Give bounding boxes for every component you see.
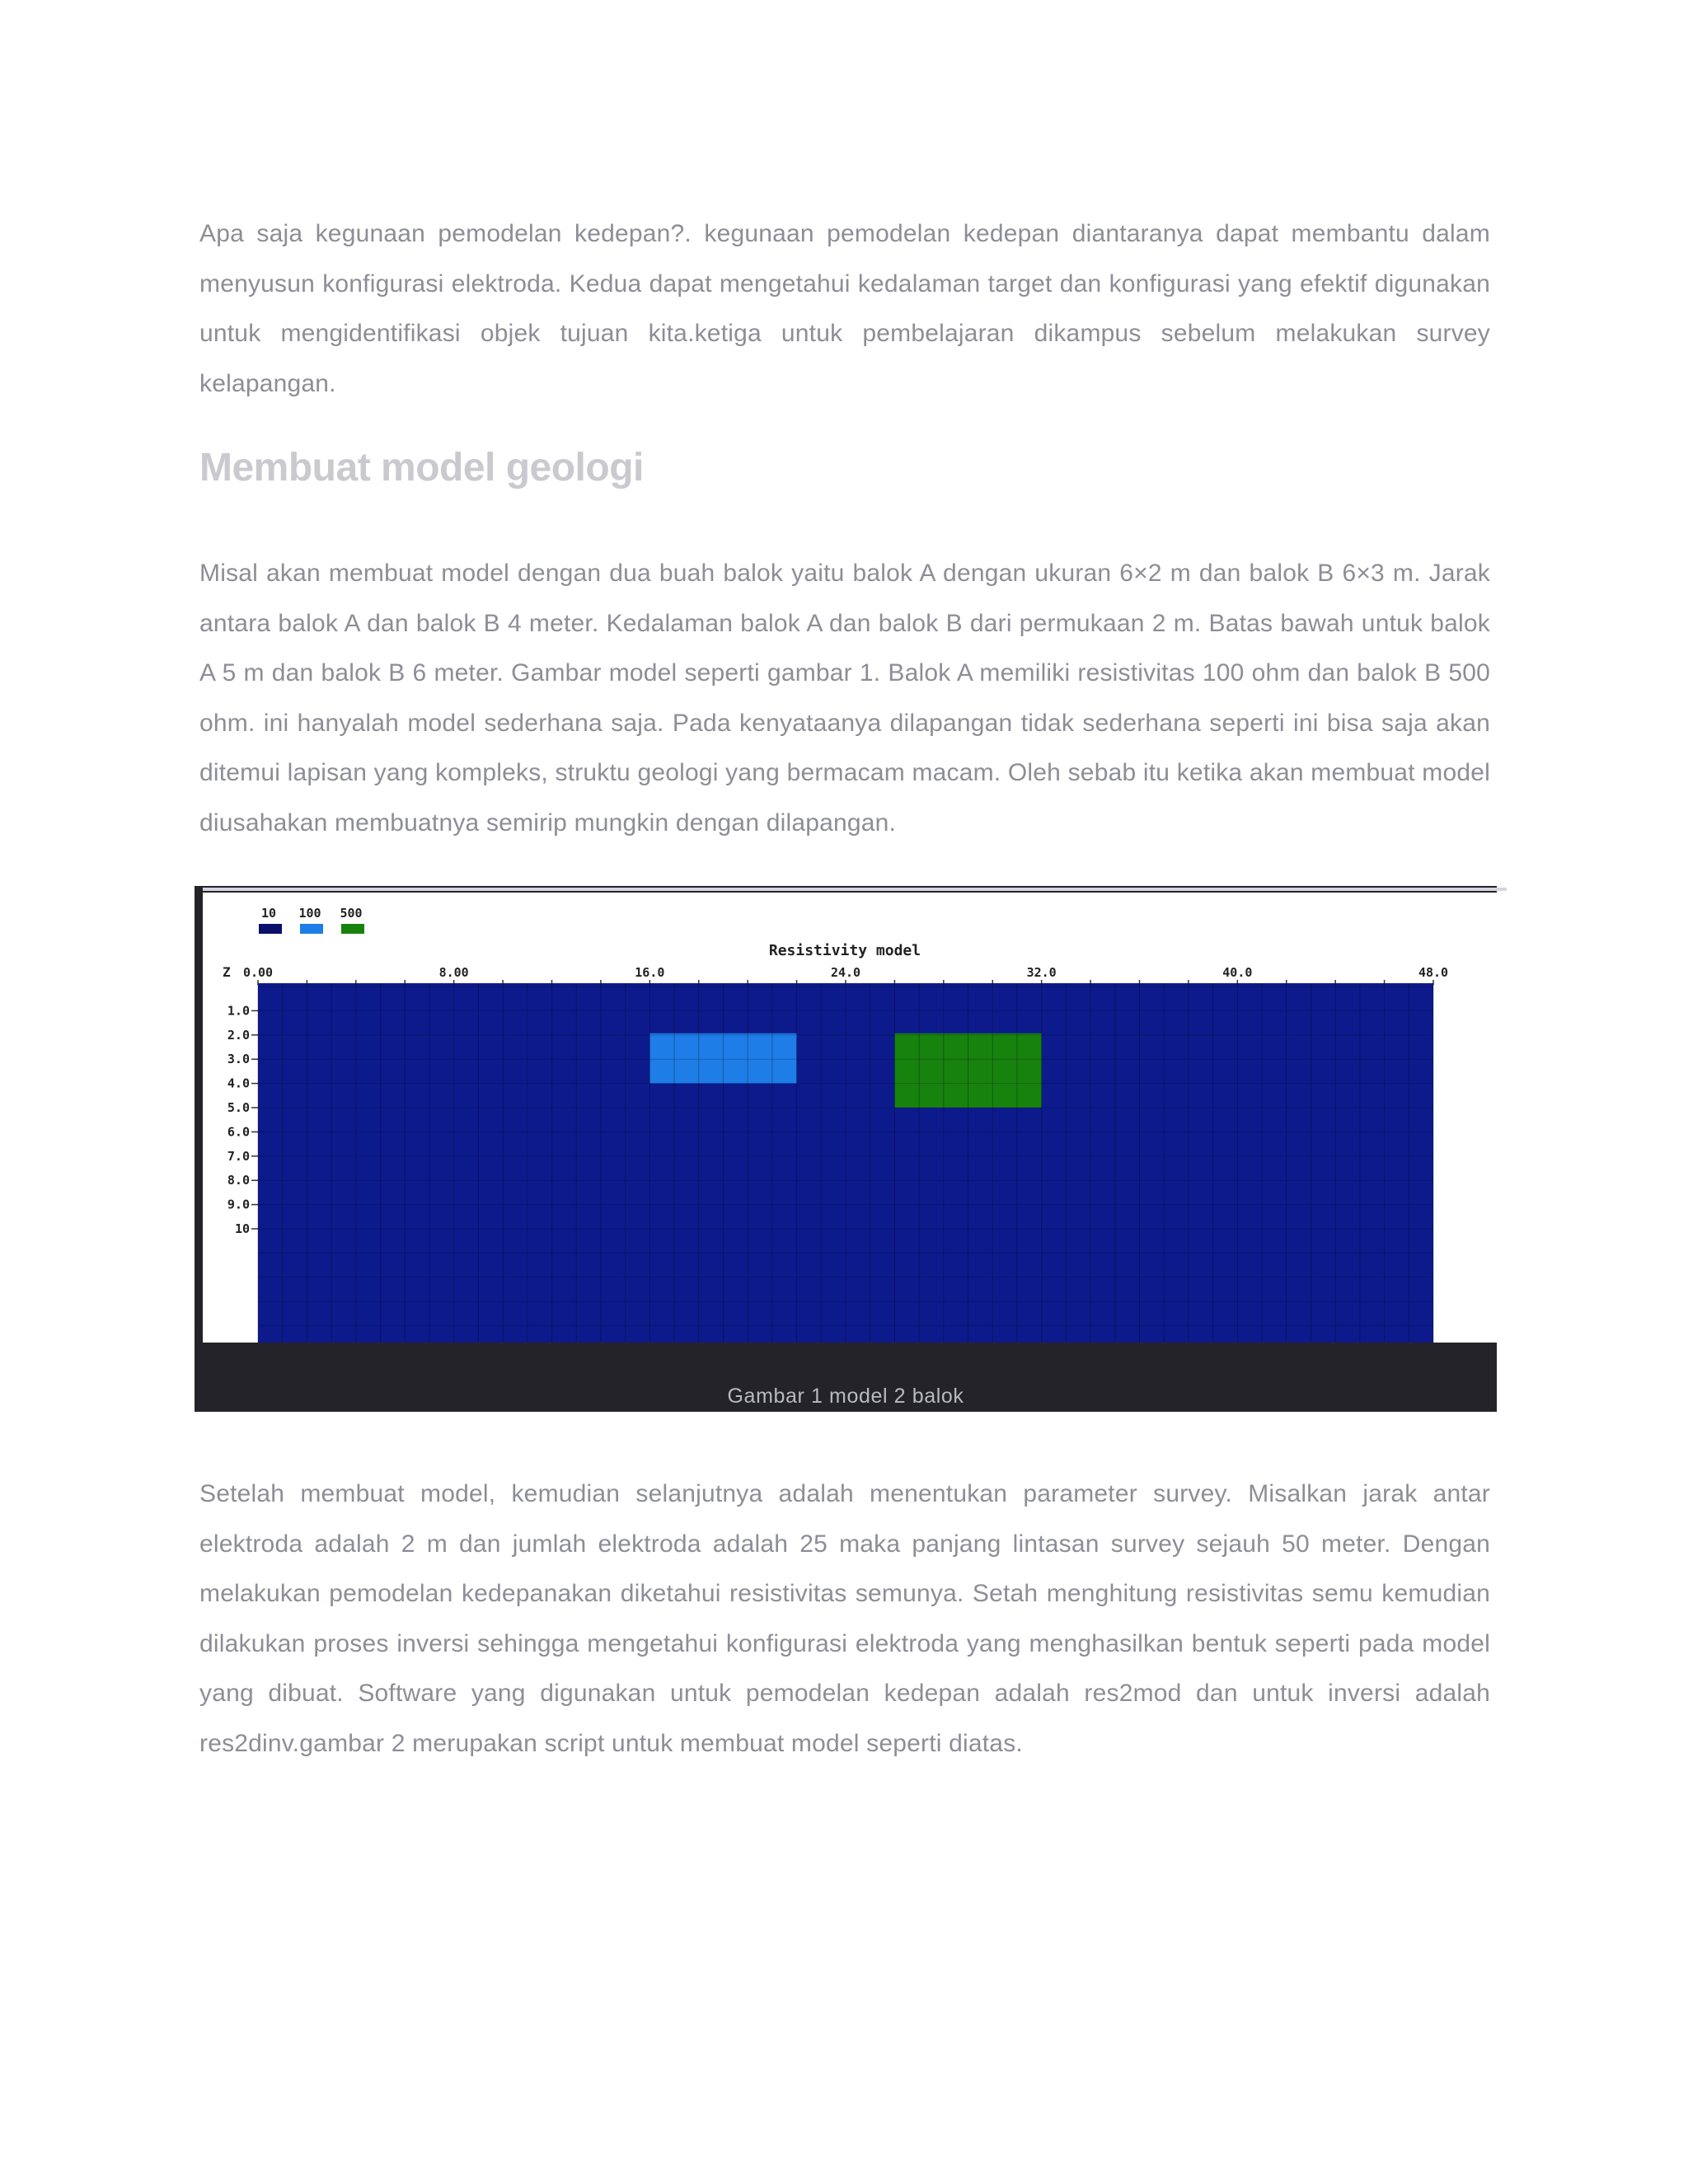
- legend-swatch: [259, 924, 282, 934]
- legend-label: 10: [260, 906, 277, 921]
- legend-swatch: [300, 924, 323, 934]
- x-tick-label: 24.0: [830, 965, 861, 980]
- figure-caption: Gambar 1 model 2 balok: [727, 1385, 964, 1408]
- y-tick-label: 4.0: [227, 1076, 250, 1091]
- y-tick-label: 1.0: [227, 1003, 250, 1019]
- x-tick-label: 8.00: [438, 965, 469, 980]
- figure-resistivity-model: [195, 886, 1497, 1412]
- y-tick-label: 8.0: [227, 1173, 250, 1188]
- intro-paragraph: Apa saja kegunaan pemodelan kedepan?. kegunaan pemodelan kedepan diantaranya dapat membantu dalam menyusun konfigurasi elektroda. Kedua dapat mengetahui kedalaman target dan konfigurasi yang efektif digunakan untuk mengidentifikasi objek tujuan kita.ketiga untuk pembelajaran dikampus sebelum melakukan survey kelapangan.: [199, 220, 1490, 397]
- y-tick-label: 2.0: [227, 1027, 250, 1043]
- x-tick-label: 32.0: [1026, 965, 1057, 980]
- y-tick-label: 7.0: [227, 1148, 250, 1164]
- legend-label: 100: [298, 906, 321, 921]
- survey-paragraph: Setelah membuat model, kemudian selanjutnya adalah menentukan parameter survey. Misalkan jarak antar elektroda adalah 2 m dan jumlah elektroda adalah 25 maka panjang lintasan survey sejauh 50 meter. Dengan melakukan pemodelan kedepanakan diketahui resistivitas semunya. Setah menghitung resistivitas semu kemudian dilakukan proses inversi sehingga mengetahui konfigurasi elektroda yang menghasilkan bentuk seperti pada model yang dibuat. Software yang digunakan untuk pemodelan kedepan adalah res2mod dan untuk inversi adalah res2dinv.gambar 2 merupakan script untuk membuat model seperti diatas.: [199, 1480, 1490, 1757]
- figure-top-border: [203, 888, 1507, 891]
- resistivity-model-plot: [203, 893, 1497, 1343]
- x-tick-label: 0.00: [242, 965, 274, 980]
- y-tick-label: 6.0: [227, 1124, 250, 1140]
- y-tick-label: 3.0: [227, 1052, 250, 1067]
- section-heading: Membuat model geologi: [199, 446, 644, 490]
- legend: [259, 906, 364, 934]
- x-axis-label: Z: [223, 964, 231, 980]
- x-tick-label: 48.0: [1418, 965, 1449, 980]
- x-tick-label: 16.0: [635, 965, 665, 980]
- y-tick-label: 9.0: [227, 1197, 250, 1212]
- legend-swatch: [341, 924, 364, 934]
- y-tick-label: 10: [234, 1221, 250, 1236]
- plot-title: Resistivity model: [768, 942, 921, 959]
- y-tick-label: 5.0: [227, 1100, 250, 1115]
- model-paragraph: Misal akan membuat model dengan dua buah balok yaitu balok A dengan ukuran 6×2 m dan balok B 6×3 m. Jarak antara balok A dan balok B 4 meter. Kedalaman balok A dan balok B dari permukaan 2 m. Batas bawah untuk balok A 5 m dan balok B 6 meter. Gambar model seperti gambar 1. Balok A memiliki resistivitas 100 ohm dan balok B 500 ohm. ini hanyalah model sederhana saja. Pada kenyataanya dilapangan tidak sederhana seperti ini bisa saja akan ditemui lapisan yang kompleks, struktu geologi yang bermacam macam. Oleh sebab itu ketika akan membuat model diusahakan membuatnya semirip mungkin dengan dilapangan.: [199, 560, 1490, 837]
- x-tick-label: 40.0: [1222, 965, 1253, 980]
- legend-label: 500: [340, 906, 363, 921]
